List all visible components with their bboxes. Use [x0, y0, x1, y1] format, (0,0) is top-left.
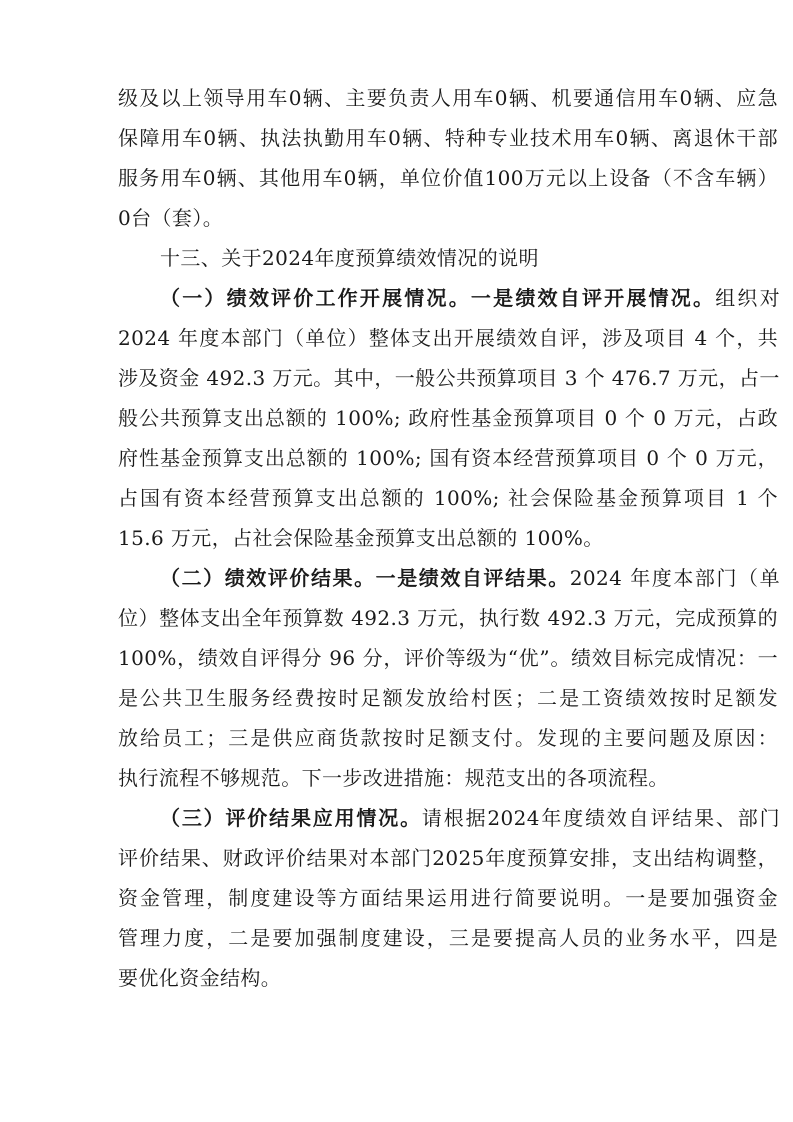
paragraph-line: 2024 年度本部门（单位）整体支出开展绩效自评，涉及项目 4 个，共 — [118, 326, 778, 350]
subsection-text: 2024 年度本部门（单 — [569, 566, 780, 590]
paragraph-line: 级及以上领导用车0辆、主要负责人用车0辆、机要通信用车0辆、应急 — [118, 86, 778, 110]
subsection-text: 组织对 — [715, 286, 781, 310]
paragraph-line: 15.6 万元，占社会保险基金预算支出总额的 100%。 — [118, 526, 604, 550]
paragraph-line: 放给员工；三是供应商货款按时足额支付。发现的主要问题及原因： — [118, 726, 778, 750]
paragraph-line: 位）整体支出全年预算数 492.3 万元，执行数 492.3 万元，完成预算的 — [118, 606, 778, 630]
paragraph-line: 100%，绩效自评得分 96 分，评价等级为“优”。绩效目标完成情况：一 — [118, 646, 778, 670]
paragraph-line: 管理力度，二是要加强制度建设，三是要提高人员的业务水平，四是 — [118, 926, 778, 950]
paragraph-line: 执行流程不够规范。下一步改进措施：规范支出的各项流程。 — [118, 766, 669, 790]
subsection-text: 请根据2024年度绩效自评结果、部门 — [421, 806, 780, 830]
paragraph-line: 评价结果、财政评价结果对本部门2025年度预算安排，支出结构调整， — [118, 846, 778, 870]
paragraph-line: 般公共预算支出总额的 100%; 政府性基金预算项目 0 个 0 万元，占政 — [118, 406, 778, 430]
paragraph-line: 服务用车0辆、其他用车0辆，单位价值100万元以上设备（不含车辆） — [118, 166, 778, 190]
paragraph-line: 保障用车0辆、执法执勤用车0辆、特种专业技术用车0辆、离退休干部 — [118, 126, 778, 150]
paragraph-line: 占国有资本经营预算支出总额的 100%; 社会保险基金预算项目 1 个 — [118, 486, 778, 510]
paragraph-line: 涉及资金 492.3 万元。其中，一般公共预算项目 3 个 476.7 万元，占一 — [118, 366, 780, 390]
section-heading: 十三、关于2024年度预算绩效情况的说明 — [160, 246, 539, 270]
paragraph-line: 是公共卫生服务经费按时足额发放给村医；二是工资绩效按时足额发 — [118, 686, 778, 710]
subsection-line — [160, 286, 780, 310]
paragraph-line: 府性基金预算支出总额的 100%; 国有资本经营预算项目 0 个 0 万元， — [118, 446, 778, 470]
subsection-title: （二）绩效评价结果。一是绩效自评结果。 — [160, 566, 570, 590]
subsection-title: （三）评价结果应用情况。 — [160, 806, 422, 830]
subsection-line — [160, 806, 780, 830]
paragraph-line: 要优化资金结构。 — [118, 966, 282, 990]
subsection-line — [160, 566, 780, 590]
subsection-title: （一）绩效评价工作开展情况。一是绩效自评开展情况。 — [160, 286, 716, 310]
paragraph-line: 0台（套）。 — [118, 206, 224, 230]
paragraph-line: 资金管理，制度建设等方面结果运用进行简要说明。一是要加强资金 — [118, 886, 778, 910]
